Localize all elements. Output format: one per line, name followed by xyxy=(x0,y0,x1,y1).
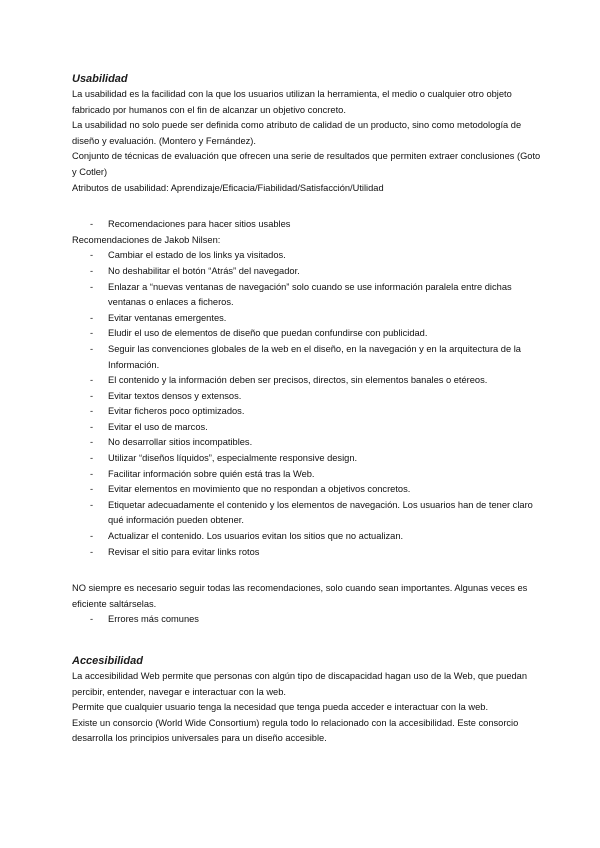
paragraph: La usabilidad es la facilidad con la que los usuarios utilizan la herramienta, el medio o cualquier otro objeto fabricado por humanos con el fin de alcanzar un objetivo concreto. xyxy=(72,89,512,115)
list-item xyxy=(72,311,542,327)
list-item-text: Evitar ficheros poco optimizados. xyxy=(108,406,245,417)
bullet-dash: - xyxy=(90,312,94,323)
bullet-dash: - xyxy=(90,614,94,625)
list-item-text: Seguir las convenciones globales de la web en el diseño, en la navegación y en la arquitectura de la Información. xyxy=(108,343,521,370)
list-item xyxy=(72,280,542,311)
paragraph: La accesibilidad Web permite que personas con algún tipo de discapacidad hagan uso de la Web, que puedan percibir, entender, navegar e interactuar con la web. xyxy=(72,671,528,697)
list-item-text: Etiquetar adecuadamente el contenido y los elementos de navegación. Los usuarios han de tener claro qué información pueden obtener. xyxy=(108,499,533,526)
recommendations-list xyxy=(72,217,542,233)
closing-note: NO siempre es necesario seguir todas las recomendaciones, solo cuando sean importantes. Algunas veces es eficiente saltárselas. xyxy=(72,583,528,609)
list-item-text: Evitar elementos en movimiento que no respondan a objetivos concretos. xyxy=(108,484,411,495)
list-item-text: Eludir el uso de elementos de diseño que puedan confundirse con publicidad. xyxy=(108,328,428,339)
list-item xyxy=(72,451,542,467)
list-item xyxy=(72,420,542,436)
paragraph: Existe un consorcio (World Wide Consortium) regula todo lo relacionado con la accesibilidad. Este consorcio desarrolla los principios universales para un diseño accesible. xyxy=(72,717,519,744)
list-item-text: Utilizar “diseños líquidos”, especialmente responsive design. xyxy=(108,453,358,464)
paragraph: Conjunto de técnicas de evaluación que ofrecen una serie de resultados que permiten extraer conclusiones (Goto y Cotler) xyxy=(72,151,541,177)
document-page xyxy=(72,72,542,747)
bullet-dash: - xyxy=(90,375,94,386)
list-item xyxy=(72,326,542,342)
list-item-text: Facilitar información sobre quién está tras la Web. xyxy=(108,468,315,479)
list-item xyxy=(72,342,542,373)
list-item-text: Revisar el sitio para evitar links rotos xyxy=(108,546,260,557)
errors-list xyxy=(72,612,542,628)
list-item-text: Evitar ventanas emergentes. xyxy=(108,312,227,323)
bullet-dash: - xyxy=(90,343,94,354)
bullet-dash: - xyxy=(90,328,94,339)
list-item xyxy=(72,264,542,280)
list-item xyxy=(72,612,542,628)
list-item xyxy=(72,529,542,545)
list-item xyxy=(72,373,542,389)
bullet-dash: - xyxy=(90,499,94,510)
list-item xyxy=(72,248,542,264)
list-item-text: Evitar el uso de marcos. xyxy=(108,421,208,432)
paragraph: Atributos de usabilidad: Aprendizaje/Eficacia/Fiabilidad/Satisfacción/Utilidad xyxy=(72,182,384,193)
list-item xyxy=(72,545,542,561)
list-item-text: Cambiar el estado de los links ya visitados. xyxy=(108,250,286,261)
list-item-text: Actualizar el contenido. Los usuarios evitan los sitios que no actualizan. xyxy=(108,531,404,542)
bullet-dash: - xyxy=(90,546,94,557)
list-item xyxy=(72,435,542,451)
list-item xyxy=(72,482,542,498)
bullet-dash: - xyxy=(90,453,94,464)
list-item-text: No desarrollar sitios incompatibles. xyxy=(108,437,253,448)
bullet-dash: - xyxy=(90,484,94,495)
list-item xyxy=(72,217,542,233)
bullet-dash: - xyxy=(90,531,94,542)
list-item xyxy=(72,467,542,483)
section-title-accesibilidad: Accesibilidad xyxy=(72,655,143,667)
bullet-dash: - xyxy=(90,250,94,261)
list-item-text: Enlazar a “nuevas ventanas de navegación” solo cuando se use información paralela entre dichas ventanas o enlaces a ficheros. xyxy=(108,281,512,308)
list-item xyxy=(72,498,542,529)
section-title-usabilidad: Usabilidad xyxy=(72,73,128,85)
list-item-text: Errores más comunes xyxy=(108,614,199,625)
list-item xyxy=(72,404,542,420)
list-item xyxy=(72,389,542,405)
list-item-text: No deshabilitar el botón “Atrás” del navegador. xyxy=(108,265,300,276)
bullet-dash: - xyxy=(90,265,94,276)
paragraph: La usabilidad no solo puede ser definida como atributo de calidad de un producto, sino como metodología de diseño y evaluación. (Montero y Fernández). xyxy=(72,120,522,146)
list-item-text: Evitar textos densos y extensos. xyxy=(108,390,242,401)
nielsen-intro: Recomendaciones de Jakob Nilsen: xyxy=(72,234,221,245)
bullet-dash: - xyxy=(90,421,94,432)
bullet-dash: - xyxy=(90,468,94,479)
bullet-dash: - xyxy=(90,219,94,230)
list-item-text: Recomendaciones para hacer sitios usables xyxy=(108,219,291,230)
list-item-text: El contenido y la información deben ser precisos, directos, sin elementos banales o etéreos. xyxy=(108,375,488,386)
bullet-dash: - xyxy=(90,406,94,417)
nielsen-recommendations-list xyxy=(72,248,542,560)
bullet-dash: - xyxy=(90,390,94,401)
paragraph: Permite que cualquier usuario tenga la necesidad que tenga pueda acceder e interactuar con la web. xyxy=(72,702,489,713)
bullet-dash: - xyxy=(90,437,94,448)
bullet-dash: - xyxy=(90,281,94,292)
